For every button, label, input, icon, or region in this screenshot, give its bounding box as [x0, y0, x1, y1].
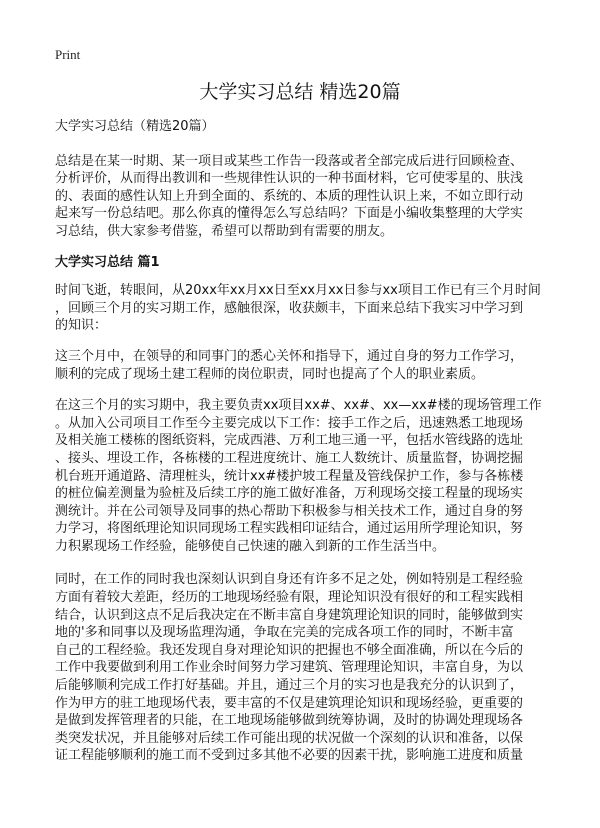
- text-line: 分析评价，从而得出教训和一些规律性认识的一种书面材料，它可使零星的、肤浅: [55, 171, 524, 187]
- text-line: 后能够顺利完成工作打好基础。并且，通过三个月的实习也是我充分的认识到了，: [55, 678, 524, 694]
- section-heading: [55, 254, 545, 272]
- paragraph-2: [55, 348, 545, 383]
- text-line: 结合，认识到这点不足后我决定在不断丰富自身建筑理论知识的同时，能够做到实: [55, 607, 524, 623]
- text-line: 力积累现场工作经验，能够使自己快速的融入到新的工作生活当中。: [55, 538, 446, 554]
- text-line: 力学习，将图纸理论知识同现场工程实践相印证结合，通过运用所学理论知识，努: [55, 521, 524, 537]
- text-line: ，回顾三个月的实习期工作，感触很深，收获颇丰，下面来总结下我实习中学习到: [55, 300, 524, 316]
- text-line: 方面有着较大差距，经历的工地现场经验有限，理论知识没有很好的和工程实践相: [55, 590, 524, 606]
- text-line: 时间飞逝，转眼间，从20xx年xx月xx日至xx月xx日参与xx项目工作已有三个月时间: [55, 283, 541, 299]
- text-line: 测统计。并在公司领导及同事的热心帮助下积极参与相关技术工作，通过自身的努: [55, 503, 524, 519]
- print-link[interactable]: Print: [55, 47, 81, 62]
- text-line: 地的'多和同事以及现场监理沟通，争取在完美的完成各项工作的同时，不断丰富: [55, 625, 514, 641]
- text-line: 证工程能够顺利的施工而不受到过多其他不必要的因素干扰，影响施工进度和质量: [55, 748, 524, 764]
- text-line: 类突发状况，并且能够对后续工作可能出现的状况做一个深刻的认识和准备，以保: [55, 730, 524, 746]
- text-line: 在这三个月的实习期中，我主要负责xx项目xx#、xx#、xx—xx#楼的现场管理工作: [55, 398, 542, 414]
- text-line: 的知识：: [55, 318, 108, 334]
- subtitle: [55, 118, 545, 136]
- text-line: 是做到发挥管理者的只能，在工地现场能够做到统筹协调，及时的协调处理现场各: [55, 713, 524, 729]
- text-line: 机台班开通道路、清理桩头，统计xx#楼护坡工程量及管线保护工作，参与各栋楼: [55, 468, 524, 484]
- paragraph-4: [55, 571, 545, 765]
- paragraph-3: [55, 397, 545, 555]
- text-line: 这三个月中，在领导的和同事门的悉心关怀和指导下，通过自身的努力工作学习，: [55, 348, 524, 364]
- text-line: 的桩位偏差测量为验桩及后续工序的施工做好准备，万利现场交接工程量的现场实: [55, 486, 524, 502]
- text-line: 顺利的完成了现场土建工程师的岗位职责，同时也提高了个人的职业素质。: [55, 366, 485, 382]
- text-line: 及相关施工楼栋的图纸资料，完成西港、万利工地三通一平，包括水管线路的选址: [55, 433, 524, 449]
- paragraph-1: [55, 282, 545, 335]
- text-line: 总结是在某一时期、某一项目或某些工作告一段落或者全部完成后进行回顾检查、: [55, 153, 524, 169]
- intro-paragraph: [55, 153, 545, 241]
- text-line: 工作中我要做到利用工作业余时间努力学习建筑、管理理论知识，丰富自身，为以: [55, 660, 524, 676]
- subtitle-text: 大学实习总结（精选20篇）: [55, 119, 215, 134]
- text-line: 同时，在工作的同时我也深刻认识到自身还有许多不足之处，例如特别是工程经验: [55, 572, 524, 588]
- page-title: 大学实习总结 精选20篇: [199, 81, 401, 103]
- text-line: 习总结，供大家参考借鉴，希望可以帮助到有需要的朋友。: [55, 223, 394, 239]
- section-heading-text: 大学实习总结 篇1: [55, 254, 160, 270]
- text-line: 自己的工程经验。我还发现自身对理论知识的把握也不够全面准确，所以在今后的: [55, 642, 524, 658]
- text-line: 的、表面的感性认知上升到全面的、系统的、本质的理性认识上来，不如立即行动: [55, 188, 524, 204]
- text-line: 、接头、埋设工作，各栋楼的工程进度统计、施工人数统计、质量监督，协调挖掘: [55, 450, 524, 466]
- text-line: 起来写一份总结吧。那么你真的懂得怎么写总结吗？下面是小编收集整理的大学实: [55, 206, 524, 222]
- text-line: 作为甲方的驻工地现场代表，要丰富的不仅是建筑理论知识和现场经验，更重要的: [55, 695, 524, 711]
- text-line: 。从加入公司项目工作至今主要完成以下工作：接手工作之后，迅速熟悉工地现场: [55, 415, 524, 431]
